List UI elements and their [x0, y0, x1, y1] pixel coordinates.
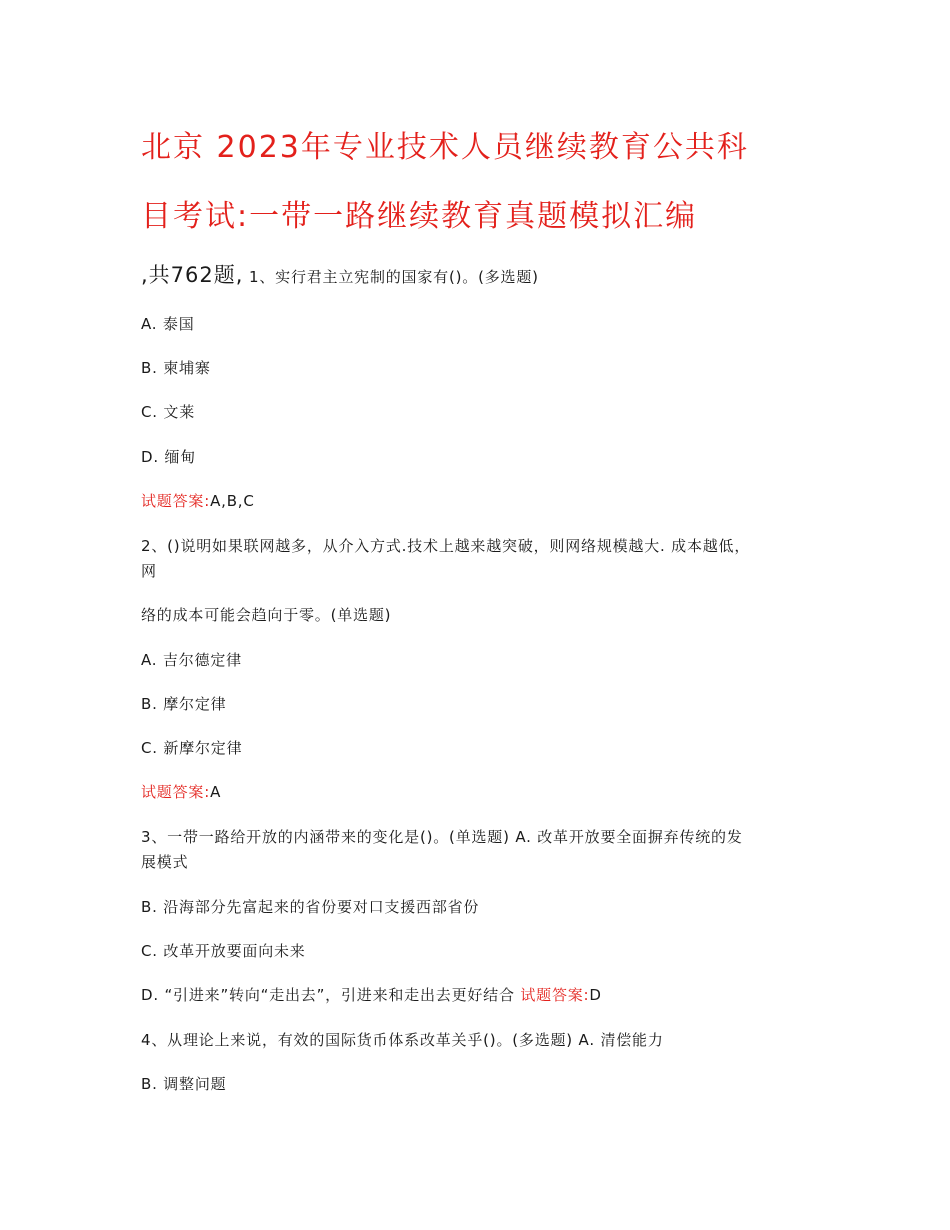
question-count: ,共762题,: [141, 263, 244, 287]
document-title-line-2: 目考试:一带一路继续教育真题模拟汇编: [141, 199, 698, 234]
q1-option-b: B. 柬埔寨: [141, 359, 211, 377]
q3-option-d: D. “引进来”转向“走出去”，引进来和走出去更好结合: [141, 986, 515, 1004]
answer-label: 试题答案:: [141, 783, 211, 801]
intro-line: [141, 265, 539, 287]
answer-value: A: [210, 783, 222, 801]
answer-label: 试题答案:: [141, 492, 211, 510]
q4-text-line-1: 4、从理论上来说，有效的国际货币体系改革关乎()。(多选题) A. 清偿能力: [141, 1031, 664, 1049]
q2-answer: [141, 782, 221, 802]
q2-option-c: C. 新摩尔定律: [141, 739, 243, 757]
q3-option-b: B. 沿海部分先富起来的省份要对口支援西部省份: [141, 898, 480, 916]
answer-value: D: [589, 986, 602, 1004]
q1-answer: [141, 491, 255, 511]
q2-text-line-2: 网: [141, 562, 157, 580]
q1-option-c: C. 文莱: [141, 403, 196, 421]
q3-text-line-2: 展模式: [141, 853, 189, 871]
q3-option-d-and-answer: [141, 985, 602, 1005]
q2-text-line-1: 2、()说明如果联网越多，从介入方式.技术上越来越突破，则网络规模越大. 成本越低，: [141, 537, 751, 555]
q3-option-c: C. 改革开放要面向未来: [141, 942, 306, 960]
q2-option-b: B. 摩尔定律: [141, 695, 227, 713]
answer-value: A,B,C: [210, 492, 255, 510]
q1-option-d: D. 缅甸: [141, 448, 197, 466]
answer-label: 试题答案:: [520, 986, 590, 1004]
q2-text-line-3: 络的成本可能会趋向于零。(单选题): [141, 606, 392, 624]
q1-option-a: A. 泰国: [141, 315, 195, 333]
q3-text-line-1: 3、一带一路给开放的内涵带来的变化是()。(单选题) A. 改革开放要全面摒弃传统的发: [141, 828, 743, 846]
q2-option-a: A. 吉尔德定律: [141, 651, 242, 669]
q4-option-b: B. 调整问题: [141, 1075, 227, 1093]
question-1-text: 1、实行君主立宪制的国家有()。(多选题): [249, 268, 539, 286]
document-title-line-1: 北京 2023年专业技术人员继续教育公共科: [141, 130, 749, 165]
